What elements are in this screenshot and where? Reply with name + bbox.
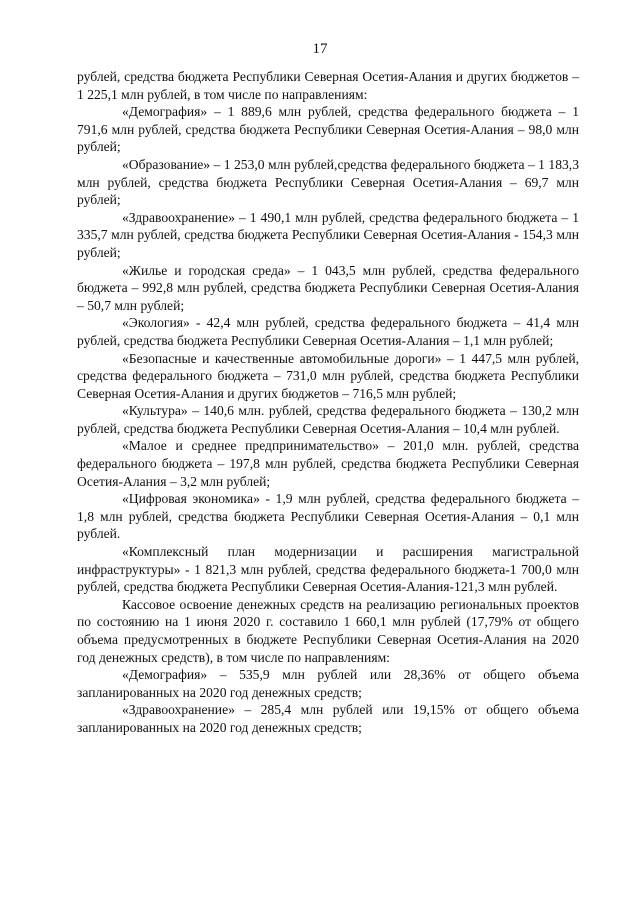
paragraph: «Цифровая экономика» - 1,9 млн рублей, средства федерального бюджета – 1,8 млн рублей, средства бюджета Республики Северная Осетия-Алания – 0,1 млн рублей. — [77, 491, 579, 542]
paragraph: «Безопасные и качественные автомобильные дороги» – 1 447,5 млн рублей, средства федерального бюджета – 731,0 млн рублей, средства бюджета Республики Северная Осетия-Алания и других бюджетов – 716,5 млн рублей; — [77, 350, 579, 401]
paragraph: «Демография» – 1 889,6 млн рублей, средства федерального бюджета – 1 791,6 млн рублей, средства бюджета Республики Северная Осетия-Алания – 98,0 млн рублей; — [77, 104, 579, 155]
paragraph: «Здравоохранение» – 285,4 млн рублей или 19,15% от общего объема запланированных на 2020 год денежных средств; — [77, 702, 579, 735]
paragraph: «Малое и среднее предпринимательство» – 201,0 млн. рублей, средства федерального бюджета – 197,8 млн рублей, средства бюджета Республики Северная Осетия-Алания – 3,2 млн рублей; — [77, 438, 579, 489]
paragraph: Кассовое освоение денежных средств на реализацию региональных проектов по состоянию на 1 июня 2020 г. составило 1 660,1 млн рублей (17,79% от общего объема предусмотренных в бюджете Республики Северная Осетия-Алания на 2020 год денежных средств), в том числе по направлениям: — [77, 596, 579, 665]
paragraph: «Образование» – 1 253,0 млн рублей,средства федерального бюджета – 1 183,3 млн рублей, средства бюджета Республики Северная Осетия-Алания – 69,7 млн рублей; — [77, 156, 579, 208]
document-body — [77, 68, 579, 737]
paragraph: рублей, средства бюджета Республики Северная Осетия-Алания и других бюджетов – 1 225,1 млн рублей, в том числе по направлениям: — [77, 69, 579, 102]
paragraph: «Демография» – 535,9 млн рублей или 28,36% от общего объема запланированных на 2020 год денежных средств; — [77, 667, 579, 700]
paragraph: «Культура» – 140,6 млн. рублей, средства федерального бюджета – 130,2 млн рублей, средства бюджета Республики Северная Осетия-Алания – 10,4 млн рублей. — [77, 403, 579, 436]
paragraph: «Экология» - 42,4 млн рублей, средства федерального бюджета – 41,4 млн рублей, средства бюджета Республики Северная Осетия-Алания – 1,1 млн рублей; — [77, 315, 579, 348]
paragraph: «Здравоохранение» – 1 490,1 млн рублей, средства федерального бюджета – 1 335,7 млн рублей, средства бюджета Республики Северная Осетия-Алания - 154,3 млн рублей; — [77, 209, 579, 260]
paragraph: «Комплексный план модернизации и расширения магистральной инфраструктуры» - 1 821,3 млн рублей, средства федерального бюджета-1 700,0 млн рублей, средства бюджета Республики Северная Осетия-Алания-121,3 млн рублей. — [77, 544, 579, 595]
page-number: 17 — [312, 41, 328, 57]
paragraph: «Жилье и городская среда» – 1 043,5 млн рублей, средства федерального бюджета – 992,8 млн рублей, средства бюджета Республики Северная Осетия-Алания – 50,7 млн рублей; — [77, 262, 579, 313]
